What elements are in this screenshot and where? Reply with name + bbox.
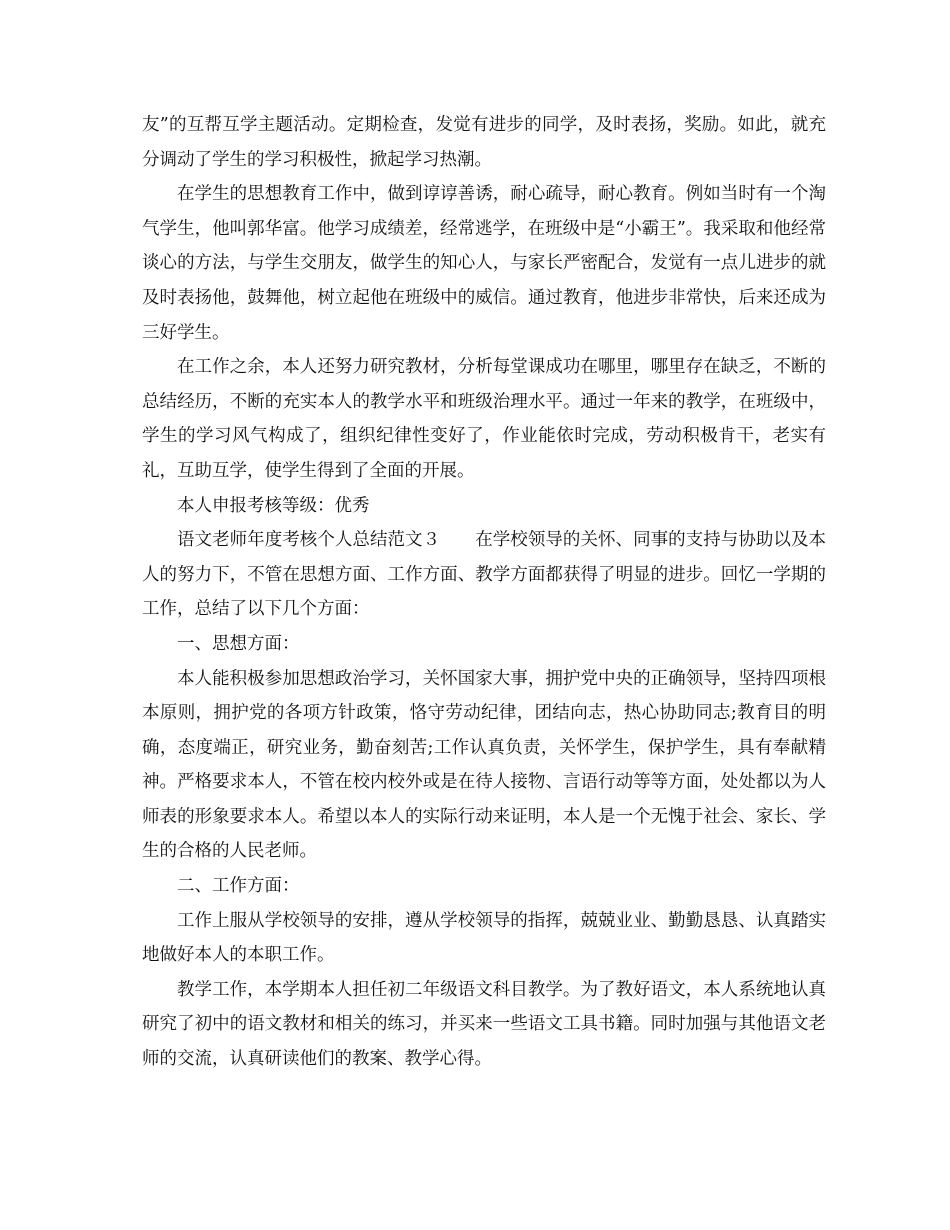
section-heading-2: 二、工作方面： bbox=[177, 876, 300, 897]
paragraph-6: 本人能积极参加思想政治学习，关怀国家大事，拥护党中央的正确领导，坚持四项根本原则，拥护党的各项方针政策，恪守劳动纪律，团结向志，热心协助同志;教育目的明确，态度端正，研究业务，勤奋刻苦;工作认真负责，关怀学生，保护学生，具有奉献精神。严格要求本人，不管在校内校外或是在待人接物、言语行动等等方面，处处都以为人师表的形象要求本人。希望以本人的实际行动来证明，本人是一个无愧于社会、家长、学生的合格的人民老师。 bbox=[142, 668, 826, 862]
paragraph-3: 在工作之余，本人还努力研究教材，分析每堂课成功在哪里，哪里存在缺乏，不断的总结经历，不断的充实本人的教学水平和班级治理水平。通过一年来的教学，在班级中，学生的学习风气构成了，组织纪律性变好了，作业能依时完成，劳动积极肯干，老实有礼，互助互学，使学生得到了全面的开展。 bbox=[142, 357, 826, 481]
paragraph-4: 本人申报考核等级：优秀 bbox=[177, 495, 370, 516]
paragraph-5: 语文老师年度考核个人总结范文３ 在学校领导的关怀、同事的支持与协助以及本人的努力下，不管在思想方面、工作方面、教学方面都获得了明显的进步。回忆一学期的工作，总结了以下几个方面： bbox=[142, 530, 826, 620]
document-page bbox=[142, 108, 826, 1077]
paragraph-7: 工作上服从学校领导的安排，遵从学校领导的指挥，兢兢业业、勤勤恳恳、认真踏实地做好本人的本职工作。 bbox=[142, 910, 826, 966]
paragraph-8: 教学工作，本学期本人担任初二年级语文科目教学。为了教好语文，本人系统地认真研究了初中的语文教材和相关的练习，并买来一些语文工具书籍。同时加强与其他语文老师的交流，认真研读他们的教案、教学心得。 bbox=[142, 979, 826, 1070]
paragraph-2: 在学生的思想教育工作中，做到谆谆善诱，耐心疏导，耐心教育。例如当时有一个淘气学生，他叫郭华富。他学习成绩差，经常逃学，在班级中是“小霸王”。我采取和他经常谈心的方法，与学生交朋友，做学生的知心人，与家长严密配合，发觉有一点儿进步的就及时表扬他，鼓舞他，树立起他在班级中的威信。通过教育，他进步非常快，后来还成为三好学生。 bbox=[142, 184, 826, 343]
section-heading-1: 一、思想方面： bbox=[177, 633, 300, 654]
paragraph-1: 友”的互帮互学主题活动。定期检查，发觉有进步的同学，及时表扬，奖励。如此，就充分调动了学生的学习积极性，掀起学习热潮。 bbox=[142, 115, 826, 170]
